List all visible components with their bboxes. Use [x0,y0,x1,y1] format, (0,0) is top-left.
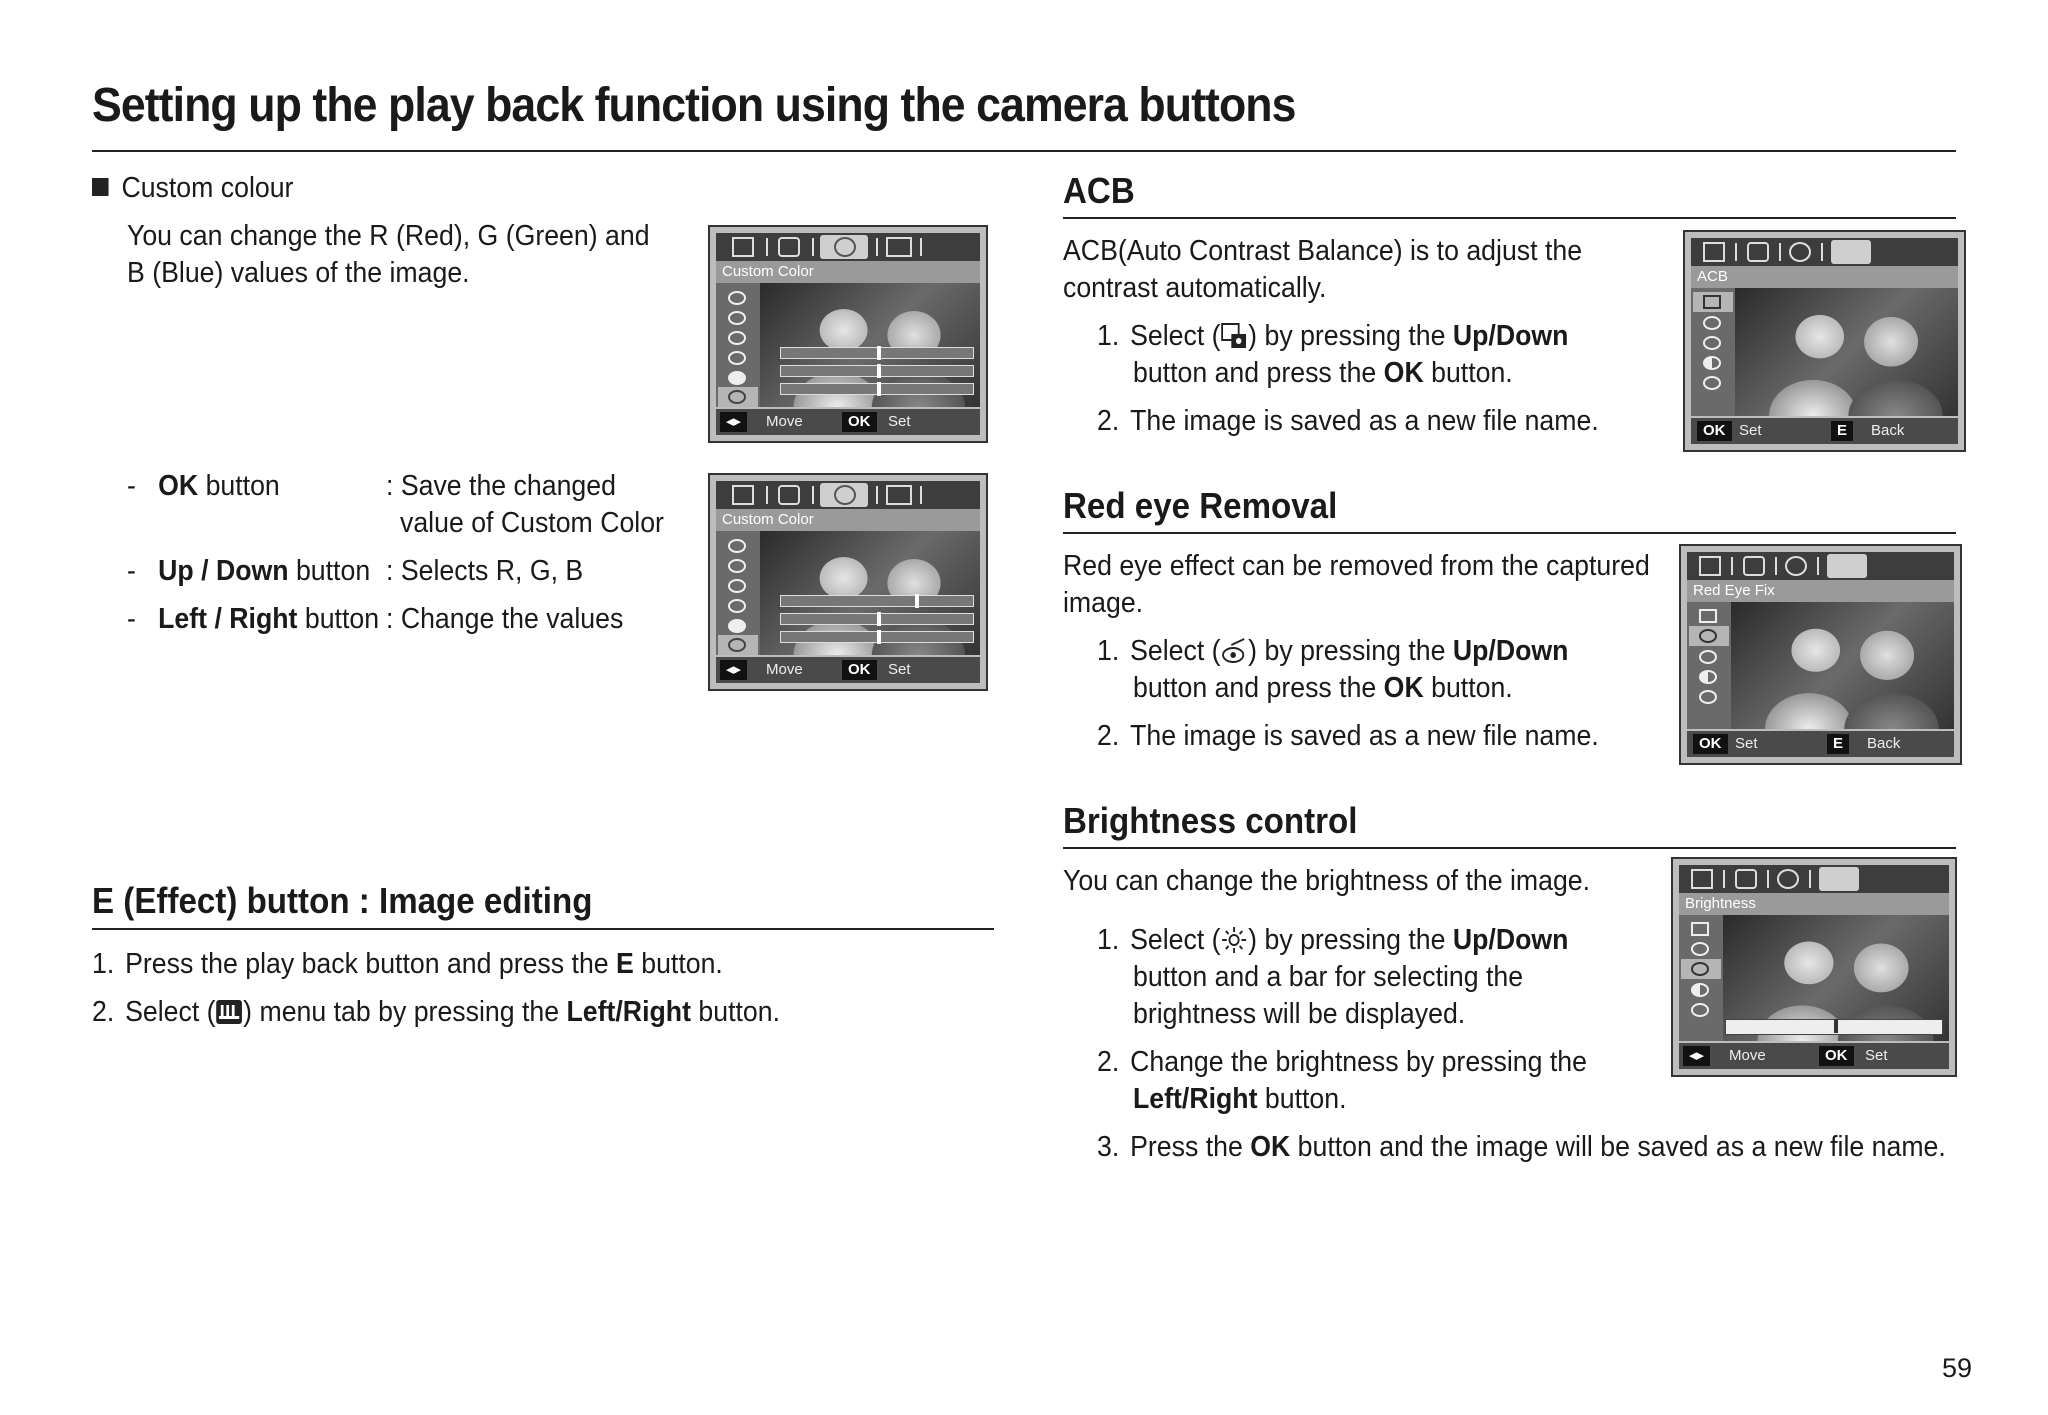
list-item-leftright: - Left / Right button [127,603,380,635]
palette-icon [1777,869,1799,889]
display-icon [1699,556,1721,576]
menu-header: Custom Color [716,261,980,283]
brightness-step-3: 3. Press the OK button and the image will be saved as a new file name. [1097,1131,1946,1163]
display-icon [1691,869,1713,889]
red-eye-option-icon [1691,942,1709,956]
effect-heading: E (Effect) button : Image editing [92,880,593,921]
square-bullet-icon [92,178,109,196]
effect-step-2: 2. Select ( ) menu tab by pressing the Left/Right button. [92,996,780,1028]
menu-header: Custom Color [716,509,980,531]
brightness-step-1: 1. Select ( ) by pressing the Up/Down [1097,924,1569,956]
palette-icon [1789,242,1811,262]
rgb-sliders [780,343,974,401]
brightness-step-2-cont: Left/Right button. [1133,1083,1347,1115]
brightness-option-icon [1691,962,1709,976]
sample-photo [1731,602,1954,729]
effect-rule [92,928,994,930]
acb-option-icon [1691,922,1709,936]
red-eye-icon [1221,637,1249,665]
brightness-screen: Brightness ◂▸ Move OK Set [1671,857,1957,1077]
effect-icon [886,485,912,505]
menu-header: Brightness [1679,893,1949,915]
palette-icon [834,485,856,505]
title-rule [92,150,1956,152]
brightness-step-1-cont-2: brightness will be displayed. [1133,998,1466,1030]
acb-rule [1063,217,1956,219]
custom-colour-desc-1: You can change the R (Red), G (Green) and [127,220,650,252]
saturation-option-icon [1691,1003,1709,1017]
timer-icon [1747,242,1769,262]
acb-icon [1221,322,1249,350]
list-item-ok: - OK button [127,470,280,502]
color-option-icon [728,619,746,633]
redeye-screen: Red Eye Fix OK Set E Back [1679,544,1962,765]
display-icon [732,237,754,257]
palette-icon [834,237,856,257]
acb-heading: ACB [1063,170,1135,211]
page-number: 59 [1941,1353,1972,1383]
redeye-desc-1: Red eye effect can be removed from the captured [1063,550,1650,582]
palette-icon [1785,556,1807,576]
custom-colour-desc-2: B (Blue) values of the image. [127,257,470,289]
color-option-icon [728,371,746,385]
acb-step-2: 2. The image is saved as a new file name. [1097,405,1599,437]
timer-icon [778,485,800,505]
contrast-option-icon [1691,983,1709,997]
left-right-arrows-icon: ◂▸ [1683,1046,1710,1066]
redeye-step-1-cont: button and press the OK button. [1133,672,1513,704]
red-eye-option-icon [1699,629,1717,643]
contrast-option-icon [1703,356,1721,370]
brightness-bar [1725,1019,1943,1035]
list-item-leftright-desc: : Change the values [386,603,624,635]
list-item-updown: - Up / Down button [127,555,371,587]
color-option-icon [728,351,746,365]
color-option-icon [728,539,746,553]
redeye-rule [1063,532,1956,534]
rgb-sliders [780,591,974,649]
brightness-rule [1063,847,1956,849]
custom-color-icon [728,638,746,652]
color-option-icon [728,331,746,345]
acb-desc-2: contrast automatically. [1063,272,1327,304]
acb-option-icon [1699,609,1717,623]
acb-screen: ACB OK Set E Back [1683,230,1966,452]
effect-step-1: 1. Press the play back button and press the E button. [92,948,723,980]
acb-step-1: 1. Select ( ) by pressing the Up/Down [1097,320,1569,352]
redeye-step-2: 2. The image is saved as a new file name. [1097,720,1599,752]
color-option-icon [728,599,746,613]
redeye-heading: Red eye Removal [1063,485,1338,526]
red-eye-option-icon [1703,316,1721,330]
custom-color-screen-1: Custom Color ◂▸ Move OK Set [708,225,988,443]
acb-option-icon [1703,295,1721,309]
custom-color-icon [728,390,746,404]
list-item-updown-desc: : Selects R, G, B [386,555,584,587]
color-option-icon [728,579,746,593]
color-option-icon [728,291,746,305]
acb-desc-1: ACB(Auto Contrast Balance) is to adjust the [1063,235,1583,267]
page-title: Setting up the play back function using the camera buttons [92,79,1296,132]
custom-color-screen-2: Custom Color ◂▸ Move OK Set [708,473,988,691]
brightness-heading: Brightness control [1063,800,1358,841]
menu-header: ACB [1691,266,1958,288]
display-icon [1703,242,1725,262]
list-item-ok-desc: : Save the changed [386,470,616,502]
brightness-step-1-cont: button and a bar for selecting the [1133,961,1524,993]
saturation-option-icon [1703,376,1721,390]
timer-icon [778,237,800,257]
redeye-desc-2: image. [1063,587,1144,619]
menu-header: Red Eye Fix [1687,580,1954,602]
contrast-option-icon [1699,670,1717,684]
brightness-option-icon [1703,336,1721,350]
effect-menu-icon [216,998,244,1026]
left-right-arrows-icon: ◂▸ [720,412,747,432]
acb-step-1-cont: button and press the OK button. [1133,357,1513,389]
list-item-ok-desc-cont: value of Custom Color [400,507,664,539]
sample-photo [1735,288,1958,416]
left-right-arrows-icon: ◂▸ [720,660,747,680]
display-icon [732,485,754,505]
saturation-option-icon [1699,690,1717,704]
color-option-icon [728,311,746,325]
brightness-step-2: 2. Change the brightness by pressing the [1097,1046,1587,1078]
timer-icon [1735,869,1757,889]
redeye-step-1: 1. Select ( ) by pressing the Up/Down [1097,635,1569,667]
color-option-icon [728,559,746,573]
brightness-desc: You can change the brightness of the image. [1063,865,1591,897]
effect-icon [886,237,912,257]
brightness-option-icon [1699,650,1717,664]
brightness-icon [1221,926,1249,954]
custom-colour-heading: Custom colour [92,170,293,207]
timer-icon [1743,556,1765,576]
